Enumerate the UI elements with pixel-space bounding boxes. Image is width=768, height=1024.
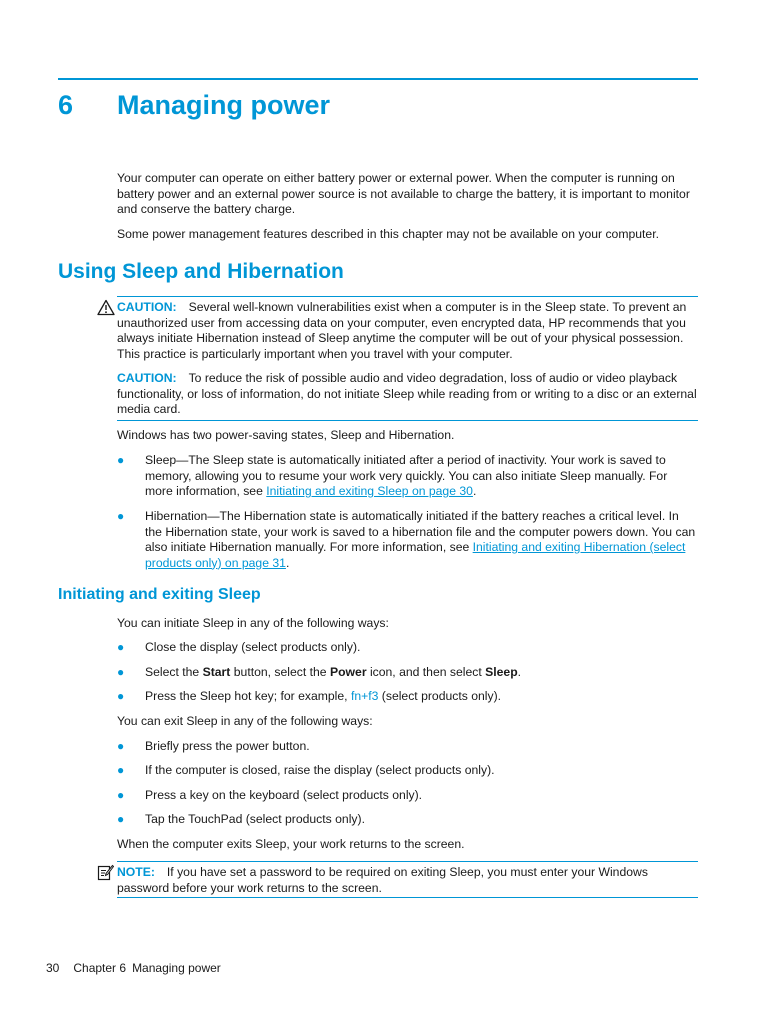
exit-intro: You can exit Sleep in any of the following ways: [117, 714, 373, 728]
caution-text: Several well-known vulnerabilities exist when a computer is in the Sleep state. To prevent an unauthorized user from accessing data on your computer, even encrypted data, HP recommends that you always initiate Hibernation instead of Sleep anytime the computer will be out of your physical possession. This practice is particularly important when you travel with your computer. [117, 300, 687, 361]
list-item-text: Briefly press the power button. [145, 739, 310, 753]
link-initiating-exiting-hibernation[interactable]: Initiating and exiting Hibernation (select products only) on page 31 [145, 540, 686, 570]
note-text: If you have set a password to be required on exiting Sleep, you must enter your Windows password before your work returns to the screen. [117, 865, 648, 895]
list-item-sleep-hotkey [117, 689, 698, 705]
start-term: Start [202, 665, 231, 679]
bullet-icon: ● [117, 812, 125, 826]
list-item-text: button, select the [230, 665, 330, 679]
bullet-icon: ● [117, 763, 125, 777]
intro-paragraph-2: Some power management features described in this chapter may not be available on your computer. [117, 227, 659, 241]
list-item-text: (select products only). [378, 689, 502, 703]
section-heading-sleep-hibernation: Using Sleep and Hibernation [58, 260, 344, 283]
exit-result: When the computer exits Sleep, your work returns to the screen. [117, 837, 465, 851]
caution-label: CAUTION: [117, 300, 177, 314]
hibernation-bullet-text: Hibernation—The Hibernation state is automatically initiated if the battery reaches a critical level. In the Hibernation state, your work is saved to a hibernation file and the computer powers down. You can also initiate Hibernation manually. For more information, see [145, 509, 696, 554]
list-item-exit-3 [117, 788, 698, 804]
footer-chapter: Chapter 6 [73, 961, 127, 975]
sleep-bullet-end: . [472, 484, 477, 498]
list-item-exit-4 [117, 812, 698, 828]
list-item-text: If the computer is closed, raise the display (select products only). [145, 763, 495, 777]
hibernation-bullet-end: . [285, 555, 290, 570]
list-item-exit-2 [117, 763, 698, 779]
list-item-text: Select the [145, 665, 203, 679]
caution-top-rule [117, 296, 698, 297]
subsection-heading-initiating-exiting-sleep: Initiating and exiting Sleep [58, 586, 261, 603]
warning-triangle-icon [97, 299, 115, 316]
sleep-bullet-text: Sleep—The Sleep state is automatically initiated after a period of inactivity. Your work is saved to memory, allowing you to resume your work very quickly. You can also initiate Sleep manually. For more information, see [145, 453, 668, 498]
note-icon [97, 864, 114, 881]
bullet-icon: ● [117, 509, 125, 523]
list-item-close-display [117, 640, 698, 656]
power-term: Power [329, 665, 367, 679]
chapter-number: 6 [58, 90, 74, 120]
footer-title: Managing power [132, 961, 221, 975]
page-footer [46, 961, 235, 977]
list-item-exit-1 [117, 739, 698, 755]
bullet-icon: ● [117, 453, 125, 467]
list-item-text: Press a key on the keyboard (select products only). [145, 788, 423, 802]
intro-paragraph-1: Your computer can operate on either battery power or external power. When the computer is running on battery power and an external power source is not available to charge the battery, it is important to monitor and conserve the battery charge. [117, 171, 690, 216]
bullet-icon: ● [117, 640, 125, 654]
sleep-term: Sleep [485, 665, 518, 679]
bullet-icon: ● [117, 788, 125, 802]
hotkey-fn-f3: fn+f3 [350, 689, 379, 703]
initiate-intro: You can initiate Sleep in any of the following ways: [117, 616, 389, 630]
caution-1 [117, 300, 698, 362]
list-item-text: Tap the TouchPad (select products only). [145, 812, 365, 826]
caution-text: To reduce the risk of possible audio and video degradation, loss of audio or video playback functionality, or loss of information, do not initiate Sleep while reading from or writing to a disc or an external media card. [117, 371, 697, 416]
list-item-sleep [117, 453, 698, 500]
chapter-title: Managing power [117, 90, 331, 120]
list-item-start-power-sleep [117, 665, 698, 681]
caution-label: CAUTION: [117, 371, 177, 385]
caution-2 [117, 371, 698, 418]
list-item-text: . [517, 665, 522, 679]
note-top-rule [117, 861, 698, 862]
bullet-icon: ● [117, 689, 125, 703]
bullet-icon: ● [117, 665, 125, 679]
note-bottom-rule [117, 897, 698, 898]
list-item-hibernation [117, 509, 698, 571]
page-number: 30 [46, 961, 60, 975]
caution-bottom-rule [117, 420, 698, 421]
bullet-icon: ● [117, 739, 125, 753]
list-item-text: Close the display (select products only). [145, 640, 361, 654]
chapter-top-rule [58, 78, 698, 80]
note-label: NOTE: [117, 865, 155, 879]
list-item-text: Press the Sleep hot key; for example, [145, 689, 351, 703]
power-states-intro: Windows has two power-saving states, Sleep and Hibernation. [117, 428, 455, 442]
list-item-text: icon, and then select [366, 665, 486, 679]
link-initiating-exiting-sleep[interactable]: Initiating and exiting Sleep on page 30 [266, 484, 473, 498]
note [117, 865, 698, 896]
